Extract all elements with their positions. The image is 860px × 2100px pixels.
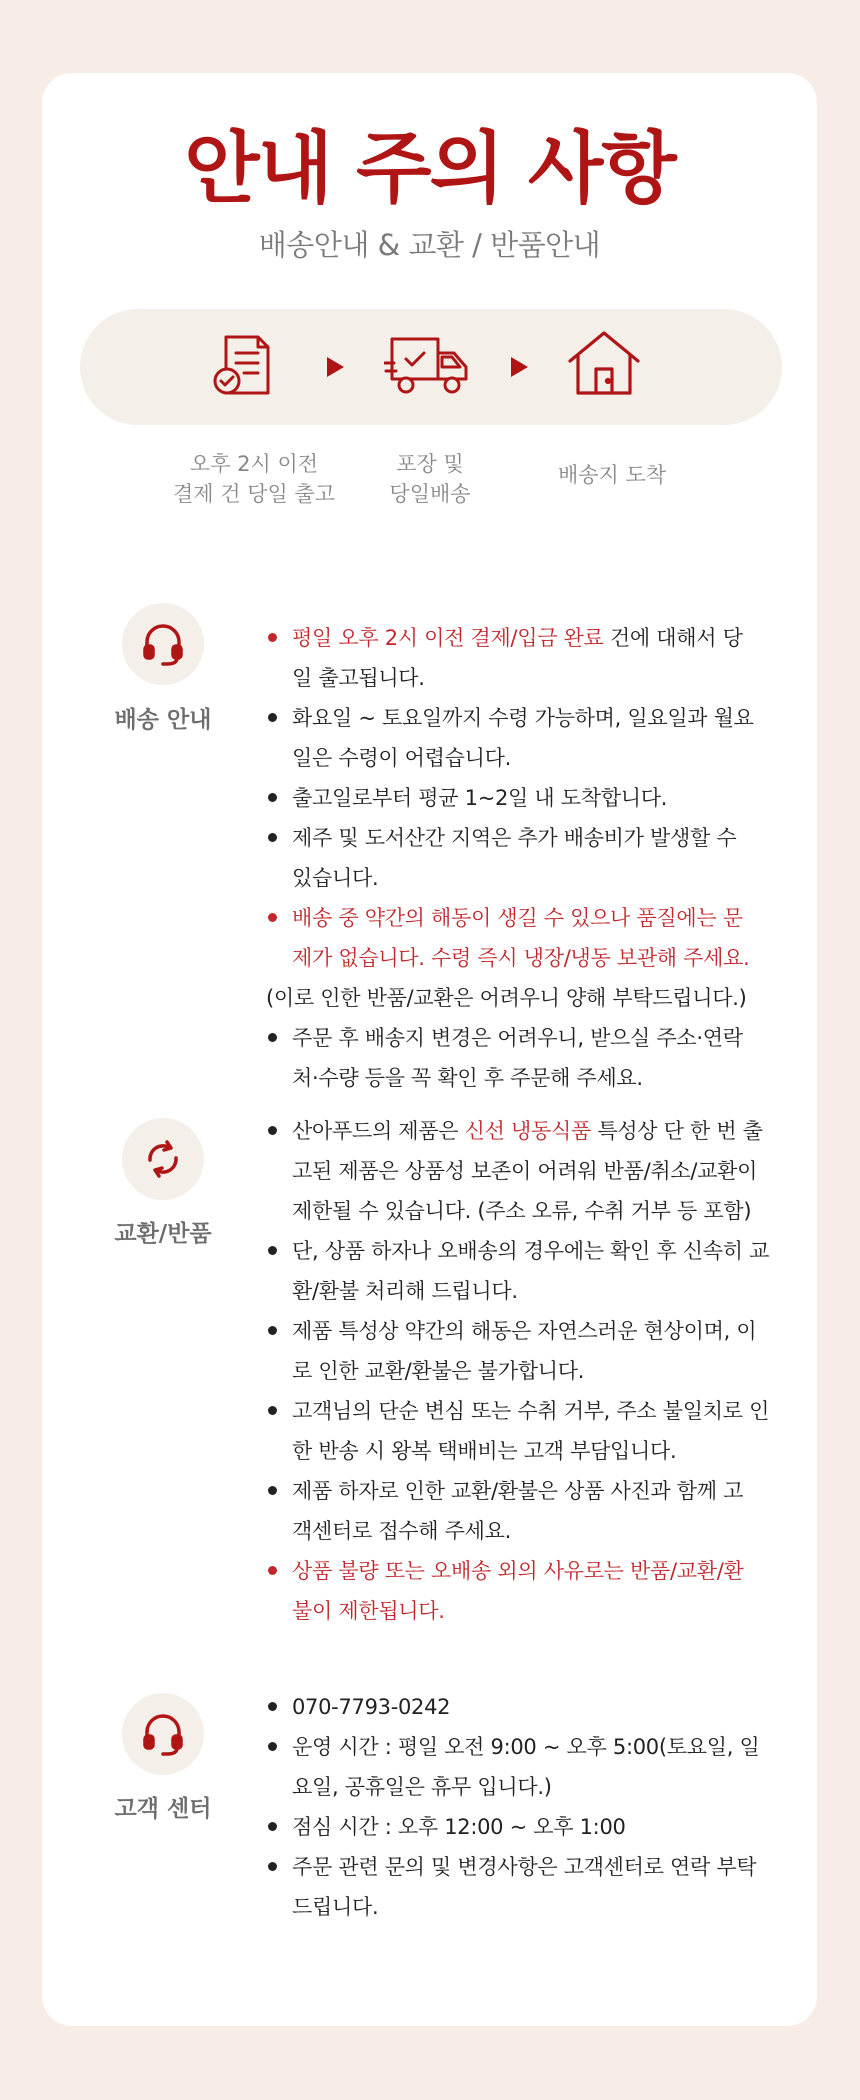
notice-card xyxy=(42,73,817,2026)
list-item: 고객님의 단순 변심 또는 수취 거부, 주소 불일치로 인 한 반송 시 왕복 택배비는 고객 부담입니다. xyxy=(266,1391,776,1471)
list-item: 평일 오후 2시 이전 결제/입금 완료 건에 대해서 당 일 출고됩니다. xyxy=(266,618,776,698)
headset-icon xyxy=(139,620,187,668)
exchange-list xyxy=(266,1111,776,1631)
flow-step-1-label: 오후 2시 이전 결제 건 당일 출고 xyxy=(172,452,336,507)
list-item: 제품 특성상 약간의 해동은 자연스러운 현상이며, 이 로 인한 교환/환불은 불가합니다. xyxy=(266,1311,776,1391)
list-item: 상품 불량 또는 오배송 외의 사유로는 반품/교환/환 불이 제한됩니다. xyxy=(266,1551,776,1631)
list-item: 주문 후 배송지 변경은 어려우니, 받으실 주소·연락 처·수량 등을 꼭 확인 후 주문해 주세요. xyxy=(266,1018,776,1098)
flow-step-2-label: 포장 및 당일배송 xyxy=(389,452,471,507)
page-subtitle: 배송안내 & 교환 / 반품안내 xyxy=(258,228,601,262)
list-item: 출고일로부터 평균 1~2일 내 도착합니다. xyxy=(266,778,776,818)
phone-number: 070-7793-0242 xyxy=(266,1687,776,1727)
support-section-icon xyxy=(122,1693,204,1775)
headset-icon xyxy=(139,1710,187,1758)
list-item: 점심 시간 : 오후 12:00 ~ 오후 1:00 xyxy=(266,1807,776,1847)
list-item: 주문 관련 문의 및 변경사항은 고객센터로 연락 부탁 드립니다. xyxy=(266,1847,776,1927)
exchange-section-icon xyxy=(122,1118,204,1200)
list-item: 산아푸드의 제품은 신선 냉동식품 특성상 단 한 번 출 고된 제품은 상품성 보존이 어려워 반품/취소/교환이 제한될 수 있습니다. (주소 오류, 수취 거부 등 포함) xyxy=(266,1111,776,1231)
flow-step-3-label: 배송지 도착 xyxy=(557,463,667,487)
list-item: 운영 시간 : 평일 오전 9:00 ~ 오후 5:00(토요일, 일 요일, 공휴일은 휴무 입니다.) xyxy=(266,1727,776,1807)
list-item: 단, 상품 하자나 오배송의 경우에는 확인 후 신속히 교 환/환불 처리해 드립니다. xyxy=(266,1231,776,1311)
house-icon xyxy=(566,329,642,399)
document-check-icon xyxy=(210,331,278,399)
delivery-flow xyxy=(80,309,782,425)
delivery-truck-icon xyxy=(384,333,472,399)
shipping-section-title: 배송 안내 xyxy=(114,707,212,733)
list-item: 배송 중 약간의 해동이 생길 수 있으나 품질에는 문 제가 없습니다. 수령 즉시 냉장/냉동 보관해 주세요. xyxy=(266,898,776,978)
list-item: 화요일 ~ 토요일까지 수령 가능하며, 일요일과 월요 일은 수령이 어렵습니다. xyxy=(266,698,776,778)
refresh-icon xyxy=(140,1136,186,1182)
flow-arrow-icon xyxy=(327,357,344,377)
list-item: 제품 하자로 인한 교환/환불은 상품 사진과 함께 고 객센터로 접수해 주세요. xyxy=(266,1471,776,1551)
shipping-list xyxy=(266,618,776,1098)
list-item-note: (이로 인한 반품/교환은 어려우니 양해 부탁드립니다.) xyxy=(266,986,747,1010)
page-title: 안내 주의 사항 xyxy=(184,124,675,214)
exchange-section-title: 교환/반품 xyxy=(114,1221,212,1247)
flow-arrow-icon xyxy=(511,357,528,377)
list-item: 제주 및 도서산간 지역은 추가 배송비가 발생할 수 있습니다. xyxy=(266,818,776,898)
shipping-section-icon xyxy=(122,603,204,685)
support-section-title: 고객 센터 xyxy=(114,1796,212,1822)
support-list xyxy=(266,1687,776,1927)
